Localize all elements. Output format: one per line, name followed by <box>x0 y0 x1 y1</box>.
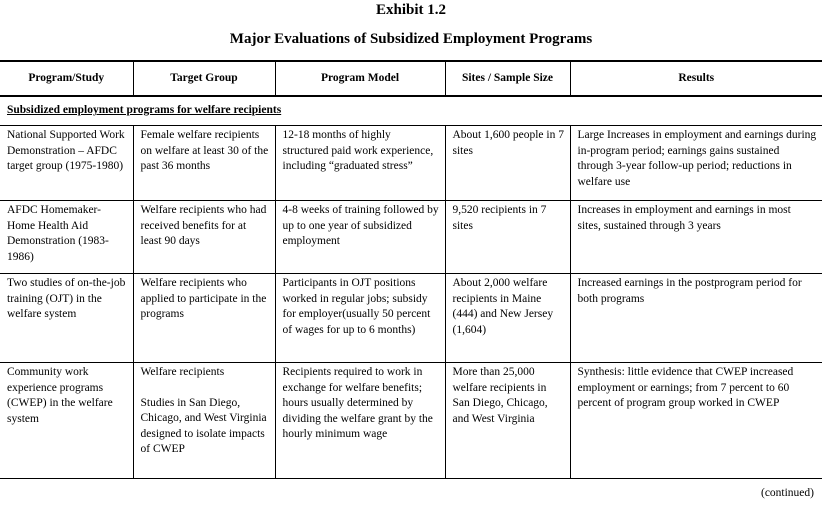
cell-results: Synthesis: little evidence that CWEP increased employment or earnings; from 7 percent to 60 percent of program group worked in CWEP <box>570 363 822 479</box>
column-header-program-model: Program Model <box>275 61 445 96</box>
column-header-sites: Sites / Sample Size <box>445 61 570 96</box>
column-header-results: Results <box>570 61 822 96</box>
cell-results: Increased earnings in the postprogram period for both programs <box>570 274 822 363</box>
cell-target-group: Welfare recipients who had received benefits for at least 90 days <box>133 201 275 274</box>
cell-sites: About 1,600 people in 7 sites <box>445 126 570 201</box>
cell-target-group: Female welfare recipients on welfare at least 30 of the past 36 months <box>133 126 275 201</box>
section-heading: Subsidized employment programs for welfare recipients <box>0 96 822 126</box>
cell-results: Large Increases in employment and earnings during in-program period; earnings gains sustained through 3-year follow-up period; reductions in welfare use <box>570 126 822 201</box>
cell-spacer <box>141 381 270 396</box>
cell-results: Increases in employment and earnings in most sites, sustained through 3 years <box>570 201 822 274</box>
cell-sites: More than 25,000 welfare recipients in San Diego, Chicago, and West Virginia <box>445 363 570 479</box>
cell-program: AFDC Homemaker-Home Health Aid Demonstration (1983-1986) <box>0 201 133 274</box>
cell-program-model: 12-18 months of highly structured paid work experience, including “graduated stress” <box>275 126 445 201</box>
column-header-program: Program/Study <box>0 61 133 96</box>
cell-target-group: Welfare recipients who applied to participate in the programs <box>133 274 275 363</box>
cell-program-model: Participants in OJT positions worked in regular jobs; subsidy for employer(usually 50 percent of wages for up to 6 months) <box>275 274 445 363</box>
cell-target-group <box>133 363 275 479</box>
evaluations-table <box>0 60 822 479</box>
cell-target-group-main: Welfare recipients <box>140 366 225 378</box>
table-row <box>0 363 822 479</box>
table-row <box>0 274 822 363</box>
column-header-target-group: Target Group <box>133 61 275 96</box>
cell-sites: About 2,000 welfare recipients in Maine (444) and New Jersey (1,604) <box>445 274 570 363</box>
exhibit-label: Exhibit 1.2 <box>375 2 447 18</box>
cell-program: Community work experience programs (CWEP) in the welfare system <box>0 363 133 479</box>
page-title: Major Evaluations of Subsidized Employment Programs <box>229 31 593 47</box>
cell-program-model: Recipients required to work in exchange for welfare benefits; hours usually determined by dividing the welfare grant by the hourly minimum wage <box>275 363 445 479</box>
cell-program-model: 4-8 weeks of training followed by up to one year of subsidized employment <box>275 201 445 274</box>
section-row <box>0 96 822 126</box>
table-row <box>0 126 822 201</box>
continued-note: (continued) <box>760 487 814 499</box>
cell-program: Two studies of on-the-job training (OJT) in the welfare system <box>0 274 133 363</box>
table-row <box>0 201 822 274</box>
table-header-row <box>0 61 822 96</box>
cell-sites: 9,520 recipients in 7 sites <box>445 201 570 274</box>
cell-target-group-note: Studies in San Diego, Chicago, and West Virginia designed to isolate impacts of CWEP <box>140 396 267 455</box>
cell-program: National Supported Work Demonstration – AFDC target group (1975-1980) <box>0 126 133 201</box>
